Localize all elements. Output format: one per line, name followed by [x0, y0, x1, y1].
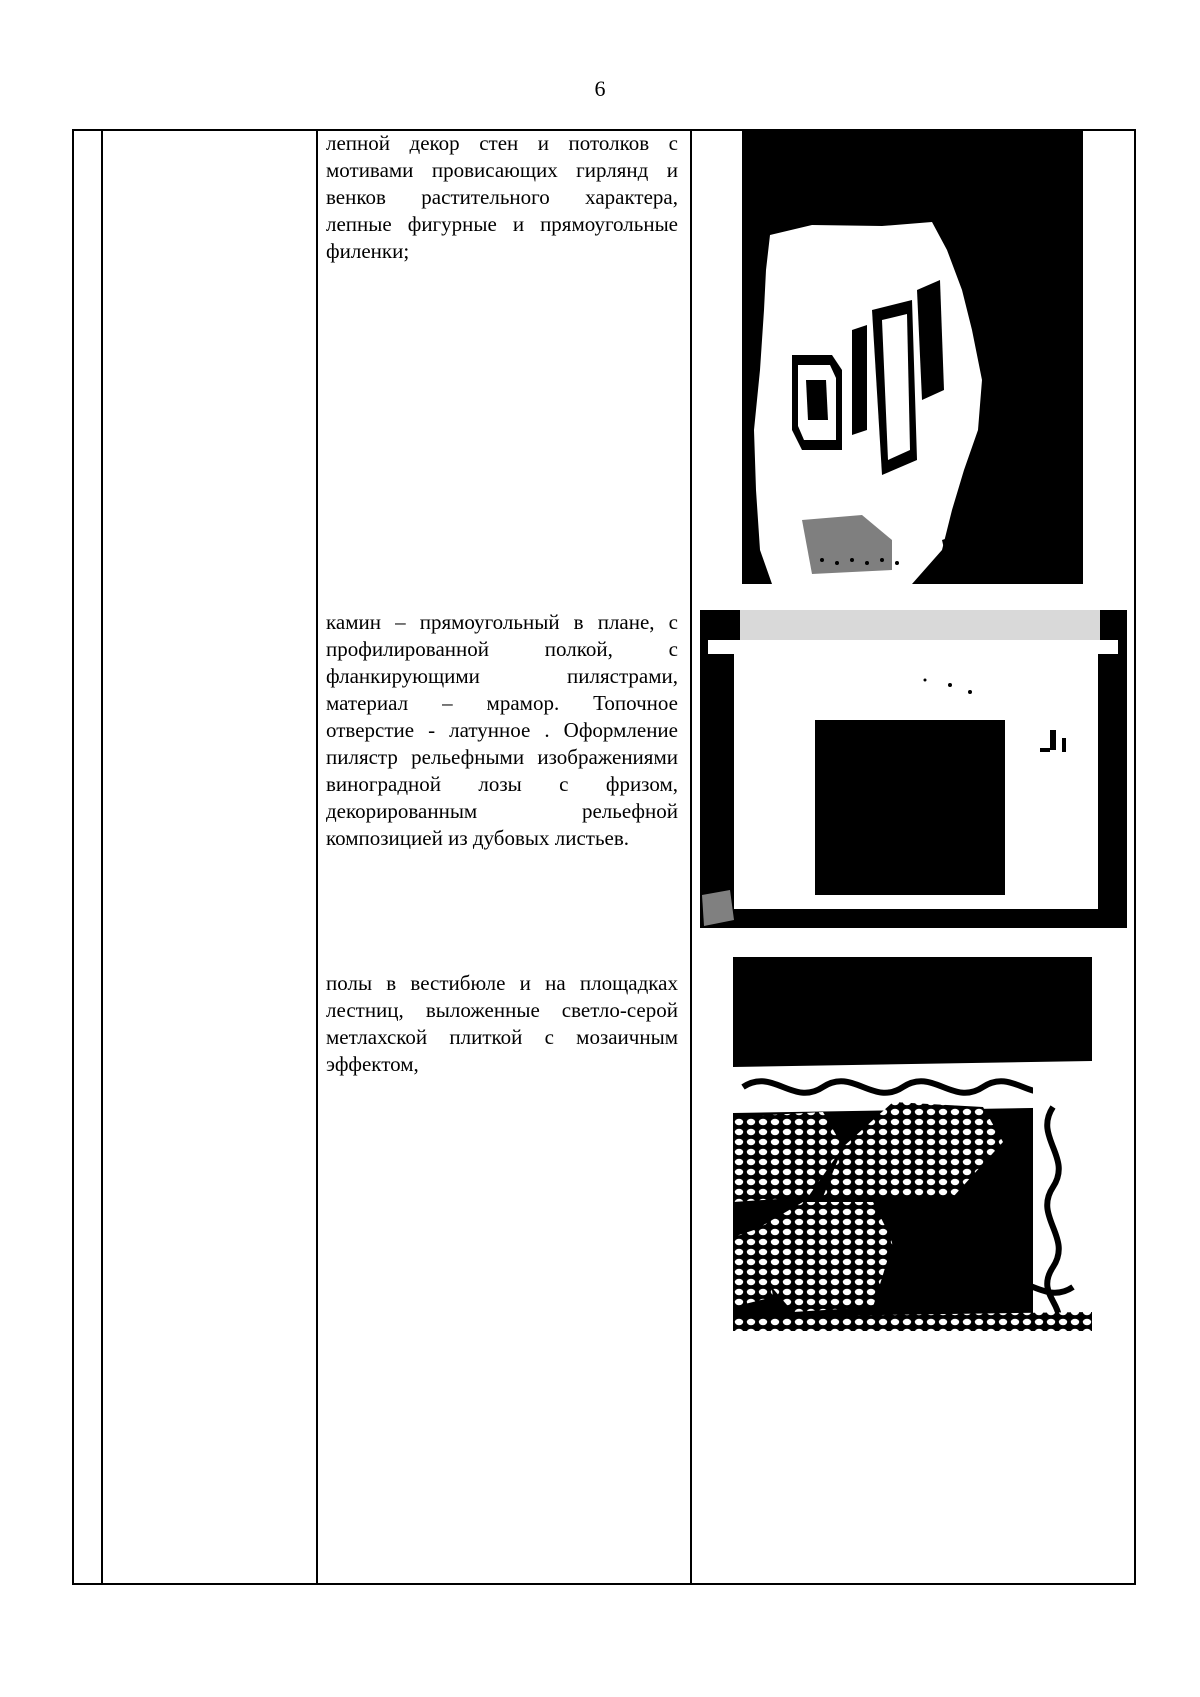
tile-floor-photo	[733, 957, 1092, 1331]
column-divider-1	[101, 131, 103, 1583]
row-1-description	[326, 130, 678, 265]
row-3-description	[326, 970, 678, 1078]
column-divider-2	[316, 131, 318, 1583]
corridor-photo	[742, 130, 1083, 584]
description-text: камин – прямоугольный в плане, с профилированной полкой, с фланкирующими пилястрами, материал – мрамор. Топочное отверстие - латунное . Оформление пилястр рельефными изображениями виноградной лозы с фризом, декорированным рельефной композицией из дубовых листьев.	[326, 610, 678, 850]
fireplace-photo	[700, 610, 1127, 928]
description-text: полы в вестибюле и на площадках лестниц, выложенные светло-серой метлахской плиткой с мозаичным эффектом,	[326, 971, 678, 1076]
column-divider-3	[690, 131, 692, 1583]
page-number: 6	[594, 76, 606, 101]
description-text: лепной декор стен и потолков с мотивами провисающих гирлянд и венков растительного характера, лепные фигурные и прямоугольные филенки;	[326, 131, 678, 263]
row-2-description	[326, 609, 678, 852]
